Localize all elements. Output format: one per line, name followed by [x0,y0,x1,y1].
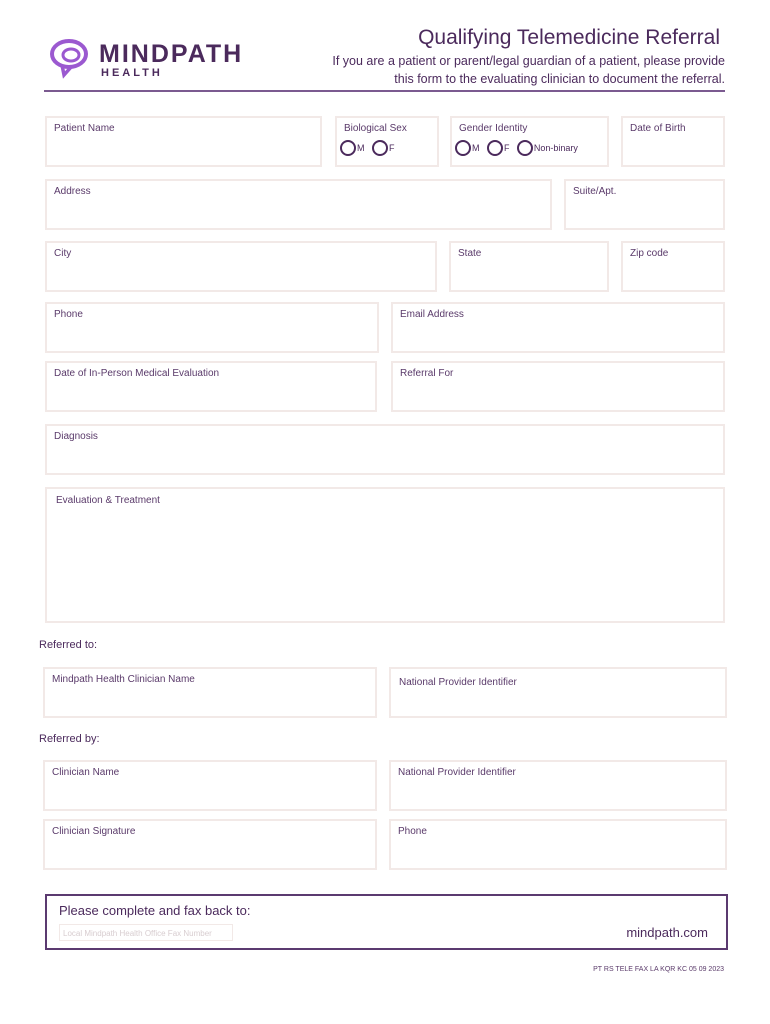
gender-identity-label: Gender Identity [459,123,528,134]
referred-to-clinician-label: Mindpath Health Clinician Name [52,674,195,685]
radio-icon[interactable] [340,140,356,156]
referred-by-clinician-field[interactable] [43,760,377,811]
patient-name-label: Patient Name [54,123,115,134]
suite-label: Suite/Apt. [573,186,617,197]
mindpath-logo-icon [48,37,94,79]
eval-date-label: Date of In-Person Medical Evaluation [54,368,220,379]
evaluation-field[interactable] [45,487,725,623]
biological-sex-field [335,116,439,167]
referred-by-heading: Referred by: [39,733,100,745]
footer-code: PT RS TELE FAX LA KQR KC 05 09 2023 [593,966,724,973]
referral-for-label: Referral For [400,368,454,379]
address-field[interactable] [45,179,552,230]
address-label: Address [54,186,91,197]
gender-f-option[interactable] [487,140,510,156]
email-label: Email Address [400,309,464,320]
referred-by-npi-field[interactable] [389,760,727,811]
logo-brand: MINDPATH [99,40,244,68]
eval-date-field[interactable] [45,361,377,412]
referred-to-clinician-field[interactable] [43,667,377,718]
city-label: City [54,248,72,259]
referred-by-npi-label: National Provider Identifier [398,767,516,778]
referred-by-clinician-label: Clinician Name [52,767,120,778]
radio-icon[interactable] [372,140,388,156]
patient-name-field[interactable] [45,116,322,167]
instructions-line-2: this form to the evaluating clinician to document the referral. [394,72,725,86]
referred-to-npi-label: National Provider Identifier [399,677,517,688]
diagnosis-field[interactable] [45,424,725,475]
referred-by-phone-label: Phone [398,826,427,837]
gender-nonbinary-option[interactable] [517,140,578,156]
state-field[interactable] [449,241,609,292]
dob-label: Date of Birth [630,123,686,134]
dob-field[interactable] [621,116,725,167]
radio-icon[interactable] [517,140,533,156]
city-field[interactable] [45,241,437,292]
bio-sex-m-option[interactable] [340,140,365,156]
option-label: F [503,143,510,153]
option-label: F [388,143,395,153]
option-label: M [472,143,480,153]
fax-box [45,894,728,950]
page-title: Qualifying Telemedicine Referral [418,26,720,49]
email-field[interactable] [391,302,725,353]
logo-sub: HEALTH [101,67,163,79]
website-link[interactable]: mindpath.com [626,925,708,940]
radio-icon[interactable] [487,140,503,156]
option-label: Non-binary [533,143,578,153]
radio-icon[interactable] [455,140,471,156]
phone-label: Phone [54,309,83,320]
bio-sex-f-option[interactable] [372,140,395,156]
referred-by-phone-field[interactable] [389,819,727,870]
fax-number-input[interactable]: Local Mindpath Health Office Fax Number [59,924,233,941]
gender-identity-field [450,116,609,167]
gender-m-option[interactable] [455,140,480,156]
diagnosis-label: Diagnosis [54,431,98,442]
evaluation-label: Evaluation & Treatment [56,495,160,506]
clinician-signature-field[interactable] [43,819,377,870]
option-label: M [357,143,365,153]
biological-sex-label: Biological Sex [344,123,407,134]
header-divider [44,90,725,92]
referred-to-npi-field[interactable] [389,667,727,718]
suite-field[interactable] [564,179,725,230]
state-label: State [458,248,482,259]
clinician-signature-label: Clinician Signature [52,826,136,837]
referred-to-heading: Referred to: [39,639,98,651]
fax-heading: Please complete and fax back to: [59,903,251,918]
referral-for-field[interactable] [391,361,725,412]
zip-label: Zip code [630,248,669,259]
zip-field[interactable] [621,241,725,292]
instructions-line-1: If you are a patient or parent/legal guardian of a patient, please provide [332,54,725,68]
phone-field[interactable] [45,302,379,353]
